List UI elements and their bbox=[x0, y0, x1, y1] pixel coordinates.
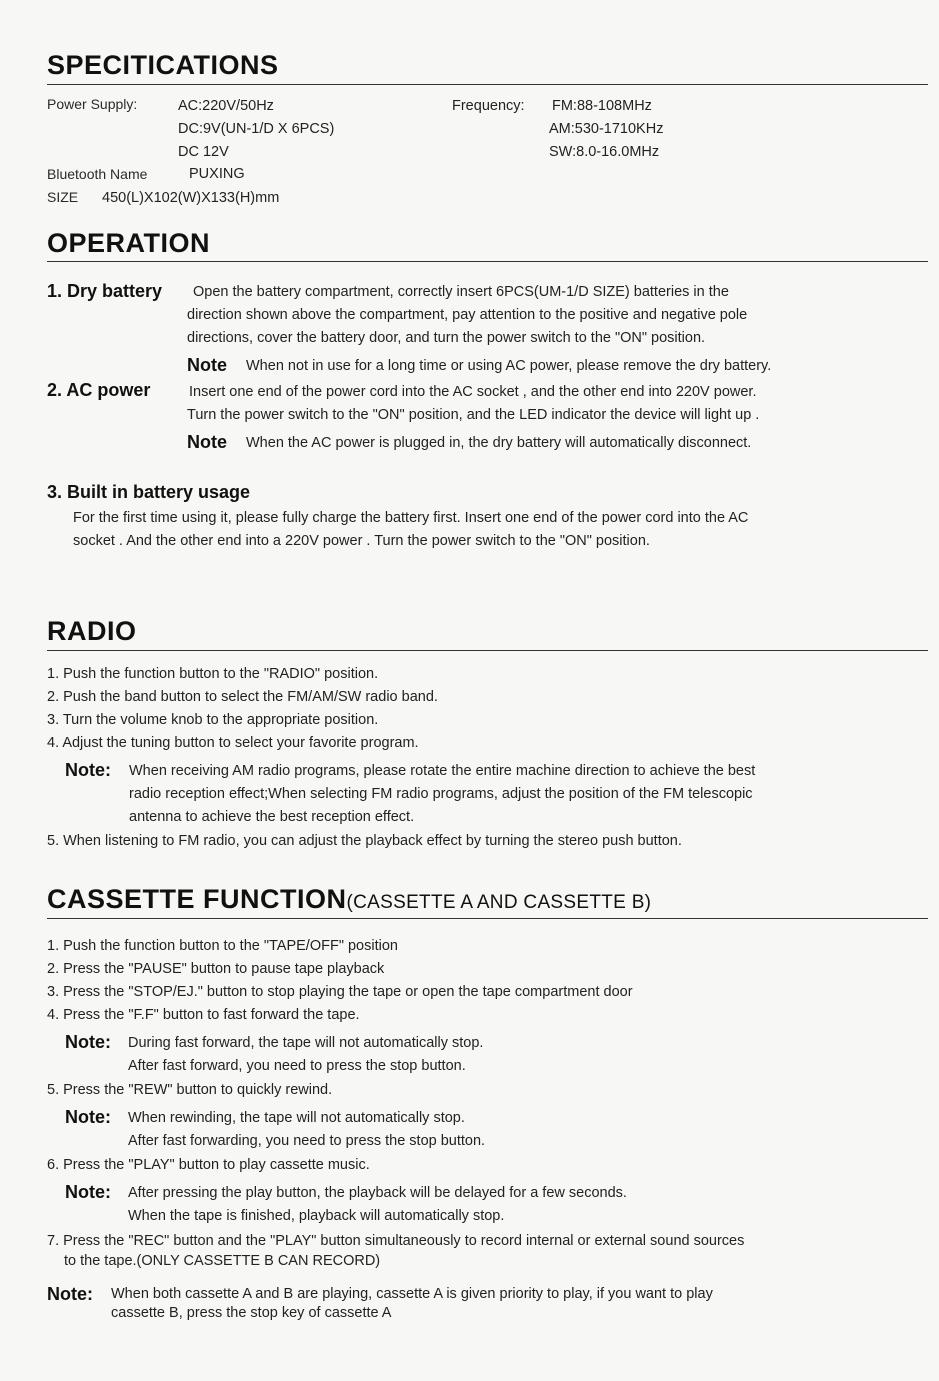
cassette-note-text: After fast forward, you need to press the stop button. bbox=[128, 1058, 466, 1074]
section-divider bbox=[47, 650, 928, 651]
frequency-sw-value: SW:8.0-16.0MHz bbox=[549, 144, 660, 160]
note-label: Note bbox=[187, 432, 227, 452]
note-label: Note bbox=[187, 355, 227, 375]
radio-step: 3. Turn the volume knob to the appropriate position. bbox=[47, 712, 379, 728]
ac-power-text: Turn the power switch to the "ON" position, and the LED indicator the device will light up . bbox=[187, 407, 760, 423]
cassette-step: 4. Press the "F.F" button to fast forward the tape. bbox=[47, 1007, 360, 1023]
size-value: 450(L)X102(W)X133(H)mm bbox=[102, 190, 280, 206]
cassette-final-note: When both cassette A and B are playing, cassette A is given priority to play, if you want to play bbox=[111, 1286, 713, 1302]
cassette-step: 3. Press the "STOP/EJ." button to stop playing the tape or open the tape compartment door bbox=[47, 984, 633, 1000]
radio-note-text: antenna to achieve the best reception effect. bbox=[129, 809, 415, 825]
dry-battery-text: directions, cover the battery door, and turn the power switch to the "ON" position. bbox=[187, 330, 706, 346]
ac-power-note: When the AC power is plugged in, the dry battery will automatically disconnect. bbox=[246, 435, 752, 451]
note-label: Note: bbox=[65, 1182, 111, 1202]
cassette-step: 7. Press the "REC" button and the "PLAY" button simultaneously to record internal or external sound sources bbox=[47, 1233, 745, 1249]
cassette-step: 2. Press the "PAUSE" button to pause tape playback bbox=[47, 961, 385, 977]
note-label: Note: bbox=[65, 760, 111, 780]
radio-step: 4. Adjust the tuning button to select your favorite program. bbox=[47, 735, 419, 751]
cassette-note-text: When the tape is finished, playback will automatically stop. bbox=[128, 1208, 505, 1224]
section-divider bbox=[47, 918, 928, 919]
frequency-label: Frequency: bbox=[452, 98, 525, 114]
size-label: SIZE bbox=[47, 189, 79, 205]
radio-heading: RADIO bbox=[47, 616, 137, 646]
cassette-note-text: When rewinding, the tape will not automatically stop. bbox=[128, 1110, 465, 1126]
section-divider bbox=[47, 261, 928, 262]
bluetooth-name-value: PUXING bbox=[189, 166, 245, 182]
dry-battery-text: Open the battery compartment, correctly insert 6PCS(UM-1/D SIZE) batteries in the bbox=[193, 284, 729, 300]
power-dc12-value: DC 12V bbox=[178, 144, 229, 160]
operation-heading: OPERATION bbox=[47, 228, 211, 258]
cassette-step: 1. Push the function button to the "TAPE/OFF" position bbox=[47, 938, 398, 954]
dry-battery-text: direction shown above the compartment, pay attention to the positive and negative pole bbox=[187, 307, 748, 323]
specifications-heading: SPECITICATIONS bbox=[47, 50, 279, 80]
built-in-battery-text: socket . And the other end into a 220V power . Turn the power switch to the "ON" position. bbox=[73, 533, 650, 549]
cassette-step: 6. Press the "PLAY" button to play cassette music. bbox=[47, 1157, 370, 1173]
radio-note-text: When receiving AM radio programs, please rotate the entire machine direction to achieve the best bbox=[129, 763, 756, 779]
cassette-step: to the tape.(ONLY CASSETTE B CAN RECORD) bbox=[64, 1253, 381, 1269]
built-in-battery-text: For the first time using it, please fully charge the battery first. Insert one end of the power cord into the AC bbox=[73, 510, 749, 526]
radio-step: 2. Push the band button to select the FM/AM/SW radio band. bbox=[47, 689, 438, 705]
frequency-am-value: AM:530-1710KHz bbox=[549, 121, 664, 137]
ac-power-text: Insert one end of the power cord into the AC socket , and the other end into 220V power. bbox=[189, 384, 757, 400]
cassette-heading-sub: (CASSETTE A AND CASSETTE B) bbox=[346, 892, 652, 913]
cassette-note-text: After pressing the play button, the playback will be delayed for a few seconds. bbox=[128, 1185, 627, 1201]
cassette-step: 5. Press the "REW" button to quickly rewind. bbox=[47, 1082, 333, 1098]
note-label: Note: bbox=[47, 1284, 93, 1304]
power-ac-value: AC:220V/50Hz bbox=[178, 98, 274, 114]
frequency-fm-value: FM:88-108MHz bbox=[552, 98, 652, 114]
dry-battery-title: 1. Dry battery bbox=[47, 281, 163, 301]
cassette-heading-main: CASSETTE FUNCTION bbox=[47, 884, 347, 914]
section-divider bbox=[47, 84, 928, 85]
built-in-battery-title: 3. Built in battery usage bbox=[47, 482, 251, 502]
ac-power-title: 2. AC power bbox=[47, 380, 151, 400]
power-supply-label: Power Supply: bbox=[47, 96, 138, 112]
cassette-note-text: During fast forward, the tape will not automatically stop. bbox=[128, 1035, 484, 1051]
cassette-final-note: cassette B, press the stop key of cassette A bbox=[111, 1305, 392, 1321]
note-label: Note: bbox=[65, 1107, 111, 1127]
radio-note-text: radio reception effect;When selecting FM radio programs, adjust the position of the FM telescopic bbox=[129, 786, 753, 802]
note-label: Note: bbox=[65, 1032, 111, 1052]
cassette-note-text: After fast forwarding, you need to press the stop button. bbox=[128, 1133, 486, 1149]
power-dc-battery-value: DC:9V(UN-1/D X 6PCS) bbox=[178, 121, 335, 137]
dry-battery-note: When not in use for a long time or using AC power, please remove the dry battery. bbox=[246, 358, 772, 374]
bluetooth-name-label: Bluetooth Name bbox=[47, 166, 148, 182]
radio-step: 1. Push the function button to the "RADIO" position. bbox=[47, 666, 379, 682]
cassette-heading bbox=[47, 884, 651, 915]
radio-step: 5. When listening to FM radio, you can adjust the playback effect by turning the stereo push button. bbox=[47, 833, 682, 849]
